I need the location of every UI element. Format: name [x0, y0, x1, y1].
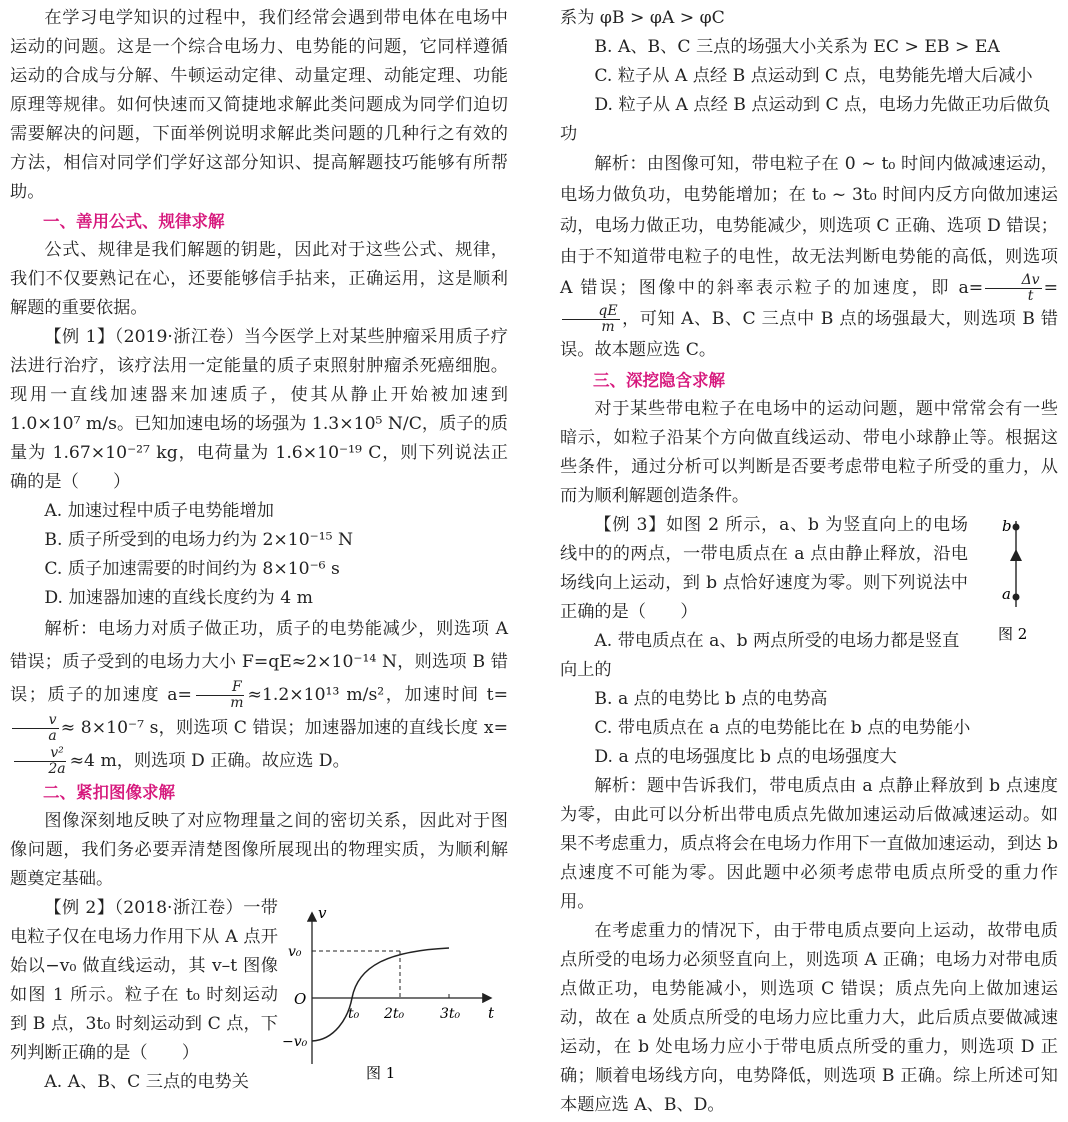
- label-b: b: [1002, 517, 1012, 535]
- example-1-solution: 解析：电场力对质子做正功，质子的电势能减少，则选项 A 错误；质子受到的电场力大小 F=qE≈2×10⁻¹⁴ N，则选项 B 错误；质子的加速度 a= $\frac{F}{m}$ ≈1.2×10¹³ m/s²，加速时间 t= $\frac{v}{a}$ ≈ 8×10⁻⁷ s，则选项 C 错误；加速器加速的直线长度 x= $\frac{\text{v²}}{2a}$ ≈4 m，则选项 D 正确。故应选 D。: [10, 619, 508, 777]
- example-3-option-b: B. a 点的电势比 b 点的电势高: [594, 689, 828, 709]
- example-2-option-c: C. 粒子从 A 点经 B 点运动到 C 点，电势能先增大后减小: [594, 66, 1033, 86]
- example-1-option-a: A. 加速过程中质子电势能增加: [44, 501, 274, 521]
- example-3-block: [560, 511, 1058, 685]
- section-1-paragraph: 公式、规律是我们解题的钥匙，因此对于这些公式、规律，我们不仅要熟记在心，还要能够信手拈来，正确运用，这是顺利解题的重要依据。: [10, 240, 508, 318]
- example-2-option-b: B. A、B、C 三点的场强大小关系为 EC > EB > EA: [594, 37, 1000, 57]
- figure-1-caption: 图 1: [366, 1064, 396, 1082]
- example-3-option-c: C. 带电质点在 a 点的电势能比在 b 点的电势能小: [594, 718, 971, 738]
- example-3-question: 【例 3】如图 2 所示，a、b 为竖直向上的电场线中的的两点，一带电质点在 a 点由静止释放，沿电场线向上运动，到 b 点恰好速度为零。则下列说法中正确的是（ ）: [560, 515, 968, 622]
- neg-v0-label: −v₀: [282, 1034, 308, 1050]
- example-1-option-b: B. 质子所受到的电场力约为 2×10⁻¹⁵ N: [44, 530, 354, 550]
- example-3-solution-1: 解析：题中告诉我们，带电质点由 a 点静止释放到 b 点速度为零，由此可以分析出带电质点先做加速运动后做减速运动。如果不考虑重力，质点将会在电场力作用下一直做加速运动，到达 b 点速度不可能为零。因此题中必须考虑带电质点所受的重力作用。: [560, 776, 1058, 912]
- example-3-option-a: A. 带电质点在 a、b 两点所受的电场力都是竖直向上的: [560, 631, 960, 680]
- v0-label: v₀: [288, 944, 302, 960]
- example-2-option-a-end: 系为 φB > φA > φC: [560, 8, 725, 28]
- t-axis-label: t: [488, 1004, 495, 1022]
- left-column: [10, 4, 508, 1097]
- right-column: [560, 4, 1058, 1120]
- example-3-option-d: D. a 点的电场强度比 b 点的电场强度大: [594, 747, 897, 767]
- point-b: [1013, 524, 1020, 531]
- t0-label: t₀: [348, 1006, 360, 1022]
- example-2-option-d: D. 粒子从 A 点经 B 点运动到 C 点，电场力先做正功后做负功: [560, 95, 1051, 144]
- 3t0-label: 3t₀: [440, 1006, 461, 1022]
- vt-curve: [312, 948, 449, 1041]
- section-heading-3: 三、深挖隐含求解: [593, 371, 725, 390]
- fraction-qe-over-m: $\frac{qE}{m}$: [562, 304, 620, 335]
- 2t0-label: 2t₀: [384, 1006, 405, 1022]
- fraction-dv-over-t: $\frac{\Delta v}{t}$: [985, 273, 1041, 304]
- field-direction-arrow: [1010, 549, 1022, 561]
- point-a: [1013, 594, 1020, 601]
- fraction-f-over-m: $\frac{F}{m}$: [194, 680, 246, 711]
- figure-2-caption: 图 2: [998, 625, 1028, 643]
- vt-graph: [278, 894, 508, 1084]
- section-3-paragraph: 对于某些带电粒子在电场中的运动问题，题中常常会有一些暗示，如粒子沿某个方向做直线运动、带电小球静止等。根据这些条件，通过分析可以判断是否要考虑带电粒子所受的重力，从而为顺利解题创造条件。: [560, 399, 1058, 506]
- example-2-block: [10, 894, 508, 1097]
- fraction-v-over-a: $\frac{v}{a}$: [12, 713, 59, 744]
- origin-label: O: [294, 990, 307, 1008]
- figure-2: [968, 511, 1058, 685]
- example-2-solution: 解析：由图像可知，带电粒子在 0 ~ t₀ 时间内做减速运动，电场力做负功，电势能增加；在 t₀ ~ 3t₀ 时间内反方向做加速运动，电场力做正功，电势能减少，则选项 C 正确、选项 D 错误；由于不知道带电粒子的电性，故无法判断电势能的高低，则选项 A 错误；图像中的斜率表示粒子的加速度，即 a= $\frac{\Delta v}{t}$ = $\frac{qE}{m}$ ，可知 A、B、C 三点中 B 点的场强最大，则选项 B 错误。故本题应选 C。: [560, 154, 1058, 360]
- intro-paragraph: 在学习电学知识的过程中，我们经常会遇到带电体在电场中运动的问题。这是一个综合电场力、电势能的问题，它同样遵循运动的合成与分解、牛顿运动定律、动量定理、动能定理、功能原理等规律。如何快速而又简捷地求解此类问题成为同学们迫切需要解决的问题，下面举例说明求解此类问题的几种行之有效的方法，相信对同学们学好这部分知识、提高解题技巧能够有所帮助。: [10, 8, 508, 202]
- example-1-option-c: C. 质子加速需要的时间约为 8×10⁻⁶ s: [44, 559, 340, 579]
- example-2-question: 【例 2】（2018·浙江卷）一带电粒子仅在电场力作用下从 A 点开始以−v₀ 做直线运动，其 v–t 图像如图 1 所示。粒子在 t₀ 时刻运动到 B 点，3t₀ 时刻运动到 C 点，下列判断正确的是（ ）: [10, 898, 278, 1063]
- example-2-option-a-start: A. A、B、C 三点的电势关: [44, 1072, 249, 1092]
- example-3-solution-2: 在考虑重力的情况下，由于带电质点要向上运动，故带电质点所受的电场力必须竖直向上，则选项 A 正确；电场力对带电质点做正功，电势能减小，则选项 C 错误；质点先向上做加速运动，故在 a 处质点所受的电场力应比重力大，此后质点要做减速运动，在 b 处电场力应小于带电质点所受的重力，则选项 D 正确；顺着电场线方向，电势降低，则选项 B 正确。综上所述可知本题应选 A、B、D。: [560, 921, 1058, 1115]
- section-heading-1: 一、善用公式、规律求解: [43, 212, 225, 231]
- label-a: a: [1002, 585, 1011, 603]
- fraction-v2-over-2a: $\frac{\text{v²}}{2a}$: [12, 746, 68, 777]
- example-1-option-d: D. 加速器加速的直线长度约为 4 m: [44, 588, 313, 608]
- section-heading-2: 二、紧扣图像求解: [43, 783, 175, 802]
- section-2-paragraph: 图像深刻地反映了对应物理量之间的密切关系，因此对于图像问题，我们务必要弄清楚图像所展现出的物理实质，为顺利解题奠定基础。: [10, 811, 508, 889]
- v-axis-label: v: [318, 904, 327, 922]
- field-line-diagram: [968, 511, 1058, 661]
- example-1-question: 【例 1】（2019·浙江卷）当今医学上对某些肿瘤采用质子疗法进行治疗，该疗法用一定能量的质子束照射肿瘤杀死癌细胞。现用一直线加速器来加速质子，使其从静止开始被加速到 1.0×10⁷ m/s。已知加速电场的场强为 1.3×10⁵ N/C，质子的质量为 1.67×10⁻²⁷ kg，电荷量为 1.6×10⁻¹⁹ C，则下列说法正确的是（ ）: [10, 327, 508, 492]
- figure-1: [278, 894, 508, 1097]
